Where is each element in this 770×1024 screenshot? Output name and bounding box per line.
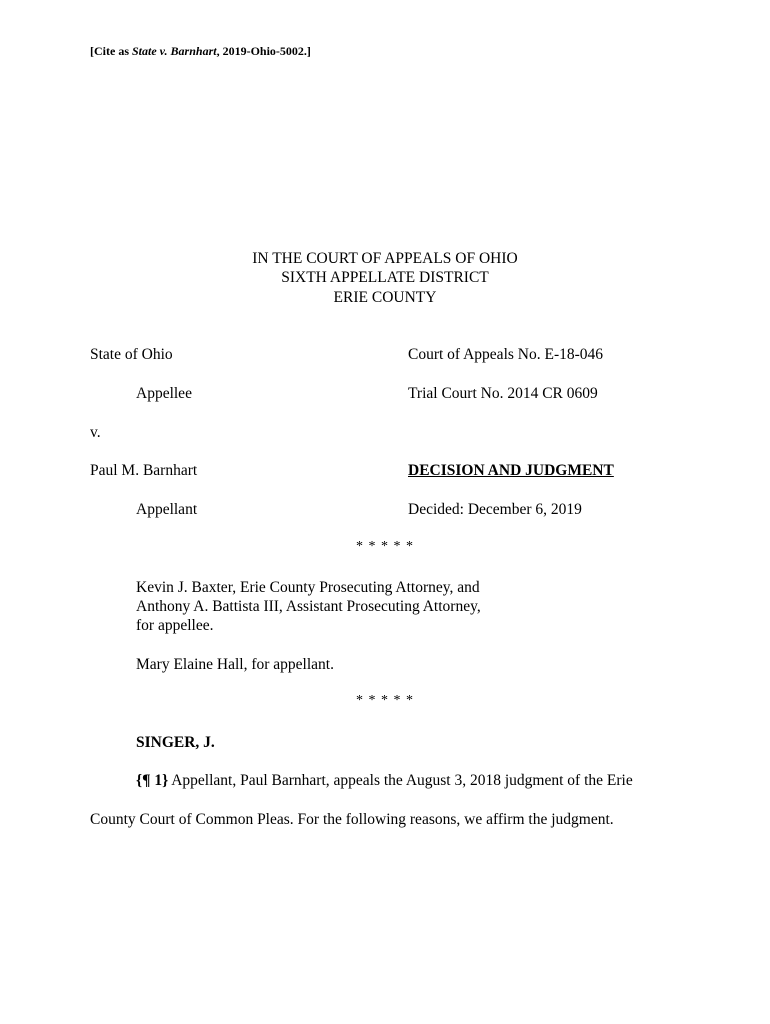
- paragraph-1-line-2: County Court of Common Pleas. For the following reasons, we affirm the judgment.: [90, 811, 614, 828]
- citation-case-name: State v. Barnhart: [132, 44, 217, 58]
- court-district: SIXTH APPELLATE DISTRICT: [281, 269, 489, 286]
- party-appellee-role: Appellee: [136, 385, 192, 402]
- separator-bottom: * * * * *: [356, 693, 414, 708]
- decided-date: Decided: December 6, 2019: [408, 501, 582, 518]
- citation-header: [90, 44, 311, 59]
- decision-title: DECISION AND JUDGMENT: [408, 462, 614, 479]
- paragraph-marker: {¶ 1}: [136, 772, 169, 789]
- court-name: IN THE COURT OF APPEALS OF OHIO: [252, 250, 518, 267]
- party-appellant-name: Paul M. Barnhart: [90, 462, 198, 479]
- counsel-appellee-line2: Anthony A. Battista III, Assistant Prosecuting Attorney,: [136, 598, 481, 615]
- citation-prefix: [Cite as: [90, 44, 132, 58]
- court-county: ERIE COUNTY: [333, 289, 437, 306]
- versus-label: v.: [90, 424, 101, 441]
- paragraph-1-text-start: Appellant, Paul Barnhart, appeals the August 3, 2018 judgment of the Erie: [168, 772, 633, 789]
- citation-suffix: , 2019-Ohio-5002.]: [216, 44, 311, 58]
- judge-name: SINGER, J.: [136, 734, 215, 751]
- counsel-appellee-line3: for appellee.: [136, 617, 214, 634]
- trial-case-number: Trial Court No. 2014 CR 0609: [408, 385, 598, 402]
- party-appellee-name: State of Ohio: [90, 346, 173, 363]
- party-appellant-role: Appellant: [136, 501, 198, 518]
- paragraph-1-line-1: [136, 771, 633, 791]
- counsel-appellant: Mary Elaine Hall, for appellant.: [136, 656, 334, 673]
- counsel-appellee-line1: Kevin J. Baxter, Erie County Prosecuting Attorney, and: [136, 579, 480, 596]
- separator-top: * * * * *: [356, 539, 414, 554]
- appeals-case-number: Court of Appeals No. E-18-046: [408, 346, 604, 363]
